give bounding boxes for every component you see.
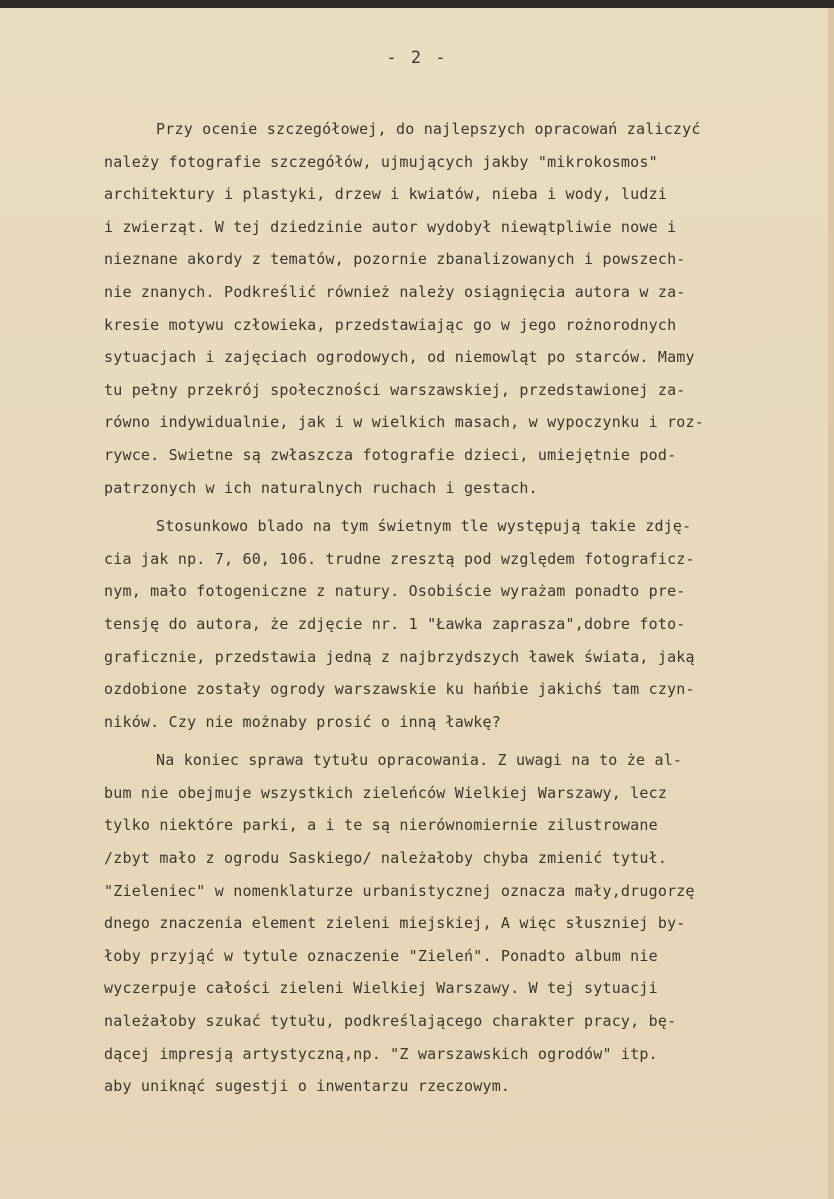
text-line: aby uniknąć sugestji o inwentarzu rzeczowym. (104, 1077, 511, 1096)
text-line: bum nie obejmuje wszystkich zieleńców Wielkiej Warszawy, lecz (104, 783, 668, 802)
text-line: nie znanych. Podkreślić również należy osiągnięcia autora w za- (104, 282, 686, 301)
document-body (104, 113, 826, 1103)
text-line: "Zieleniec" w nomenklaturze urbanistycznej oznacza mały,drugorzę (104, 881, 695, 900)
text-line: graficznie, przedstawia jedną z najbrzydszych ławek świata, jaką (104, 647, 695, 666)
text-line: dącej impresją artystyczną,np. "Z warszawskich ogrodów" itp. (104, 1044, 658, 1063)
paragraph (104, 113, 826, 504)
text-line: wyczerpuje całości zieleni Wielkiej Warszawy. W tej sytuacji (104, 979, 658, 998)
page-right-edge (828, 8, 834, 1199)
text-line: tensję do autora, że zdjęcie nr. 1 "Ławka zaprasza",dobre foto- (104, 614, 686, 633)
text-line: Przy ocenie szczegółowej, do najlepszych opracowań zaliczyć (156, 120, 701, 138)
text-line: Stosunkowo blado na tym świetnym tle występują takie zdję- (156, 517, 692, 536)
text-line: sytuacjach i zajęciach ogrodowych, od niemowląt po starców. Mamy (104, 348, 695, 367)
text-line: dnego znaczenia element zieleni miejskiej, A więc słuszniej by- (104, 914, 686, 933)
page-number: - 2 - (386, 48, 448, 68)
text-line: i zwierząt. W tej dziedzinie autor wydobył niewątpliwie nowe i (104, 217, 677, 236)
text-line: nym, mało fotogeniczne z natury. Osobiście wyrażam ponadto pre- (104, 582, 686, 601)
text-line: rywce. Swietne są zwłaszcza fotografie dzieci, umiejętnie pod- (104, 445, 677, 464)
text-line: równo indywidualnie, jak i w wielkich masach, w wypoczynku i roz- (104, 413, 704, 432)
text-line: łoby przyjąć w tytule oznaczenie "Zieleń". Ponadto album nie (104, 946, 658, 965)
paragraph (104, 744, 826, 1103)
text-line: tylko niektóre parki, a i te są nierównomiernie zilustrowane (104, 816, 658, 835)
scan-top-edge (0, 0, 834, 8)
text-line: należy fotografie szczegółów, ujmujących jakby "mikrokosmos" (104, 152, 658, 171)
text-line: nieznane akordy z tematów, pozornie zbanalizowanych i powszech- (104, 250, 686, 269)
text-line: ozdobione zostały ogrody warszawskie ku hańbie jakichś tam czyn- (104, 680, 695, 699)
text-line: cia jak np. 7, 60, 106. trudne zresztą pod względem fotograficz- (104, 549, 695, 568)
text-line: ników. Czy nie możnaby prosić o inną ławkę? (104, 712, 501, 731)
text-line: Na koniec sprawa tytułu opracowania. Z uwagi na to że al- (156, 751, 683, 770)
paragraph (104, 510, 826, 738)
text-line: kresie motywu człowieka, przedstawiając go w jego rożnorodnych (104, 315, 677, 334)
text-line: patrzonych w ich naturalnych ruchach i gestach. (104, 478, 538, 497)
text-line: architektury i plastyki, drzew i kwiatów, nieba i wody, ludzi (104, 185, 668, 204)
text-line: /zbyt mało z ogrodu Saskiego/ należałoby chyba zmienić tytuł. (104, 849, 668, 868)
text-line: należałoby szukać tytułu, podkreślającego charakter pracy, bę- (104, 1012, 677, 1031)
text-line: tu pełny przekrój społeczności warszawskiej, przedstawionej za- (104, 380, 686, 399)
